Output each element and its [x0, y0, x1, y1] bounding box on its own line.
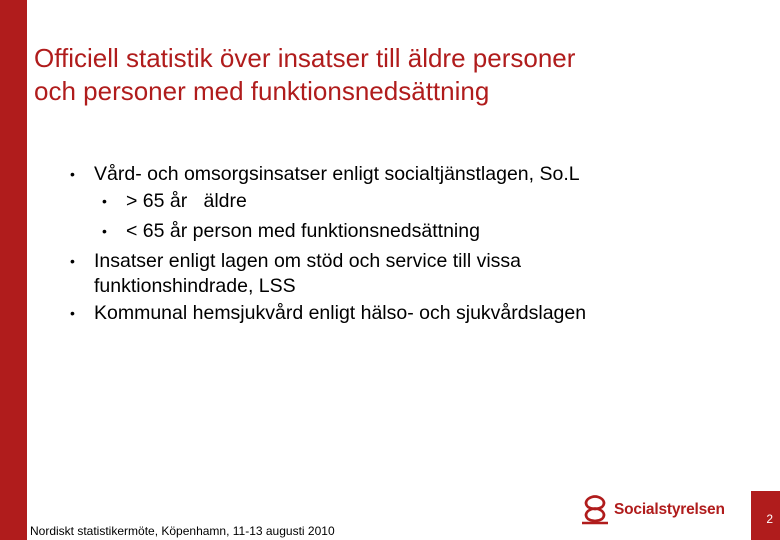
sub-bullet-item	[70, 189, 750, 214]
socialstyrelsen-emblem-icon	[580, 495, 610, 525]
logo-text: Socialstyrelsen	[614, 501, 725, 518]
socialstyrelsen-logo	[580, 494, 725, 526]
bullet-text: Insatser enligt lagen om stöd och service till vissa funktionshindrade, LSS	[94, 250, 522, 297]
bullet-text: < 65 år person med funktionsnedsättning	[126, 220, 480, 242]
bullet-text: Kommunal hemsjukvård enligt hälso- och sjukvårdslagen	[94, 302, 587, 324]
bullet-item	[70, 249, 750, 299]
bullet-item	[70, 301, 750, 326]
bullet-item	[70, 162, 750, 187]
bullet-icon: •	[70, 166, 75, 182]
title-line: och personer med funktionsnedsättning	[34, 76, 490, 106]
bullet-icon: •	[70, 253, 75, 269]
sub-bullet-item	[70, 219, 750, 244]
footer-text: Nordiskt statistikermöte, Köpenhamn, 11-13 augusti 2010	[30, 524, 335, 538]
page-number: 2	[766, 512, 773, 526]
left-accent-bar	[0, 0, 27, 540]
bullet-icon: •	[102, 223, 107, 239]
page-number-box	[751, 491, 780, 540]
bullet-text: > 65 år äldre	[126, 190, 247, 212]
bullet-text: Vård- och omsorgsinsatser enligt socialtjänstlagen, So.L	[94, 163, 580, 185]
bullet-icon: •	[102, 193, 107, 209]
bullet-list	[70, 162, 750, 328]
bullet-icon: •	[70, 305, 75, 321]
title-line: Officiell statistik över insatser till äldre personer	[34, 43, 576, 73]
slide-title	[34, 42, 774, 108]
